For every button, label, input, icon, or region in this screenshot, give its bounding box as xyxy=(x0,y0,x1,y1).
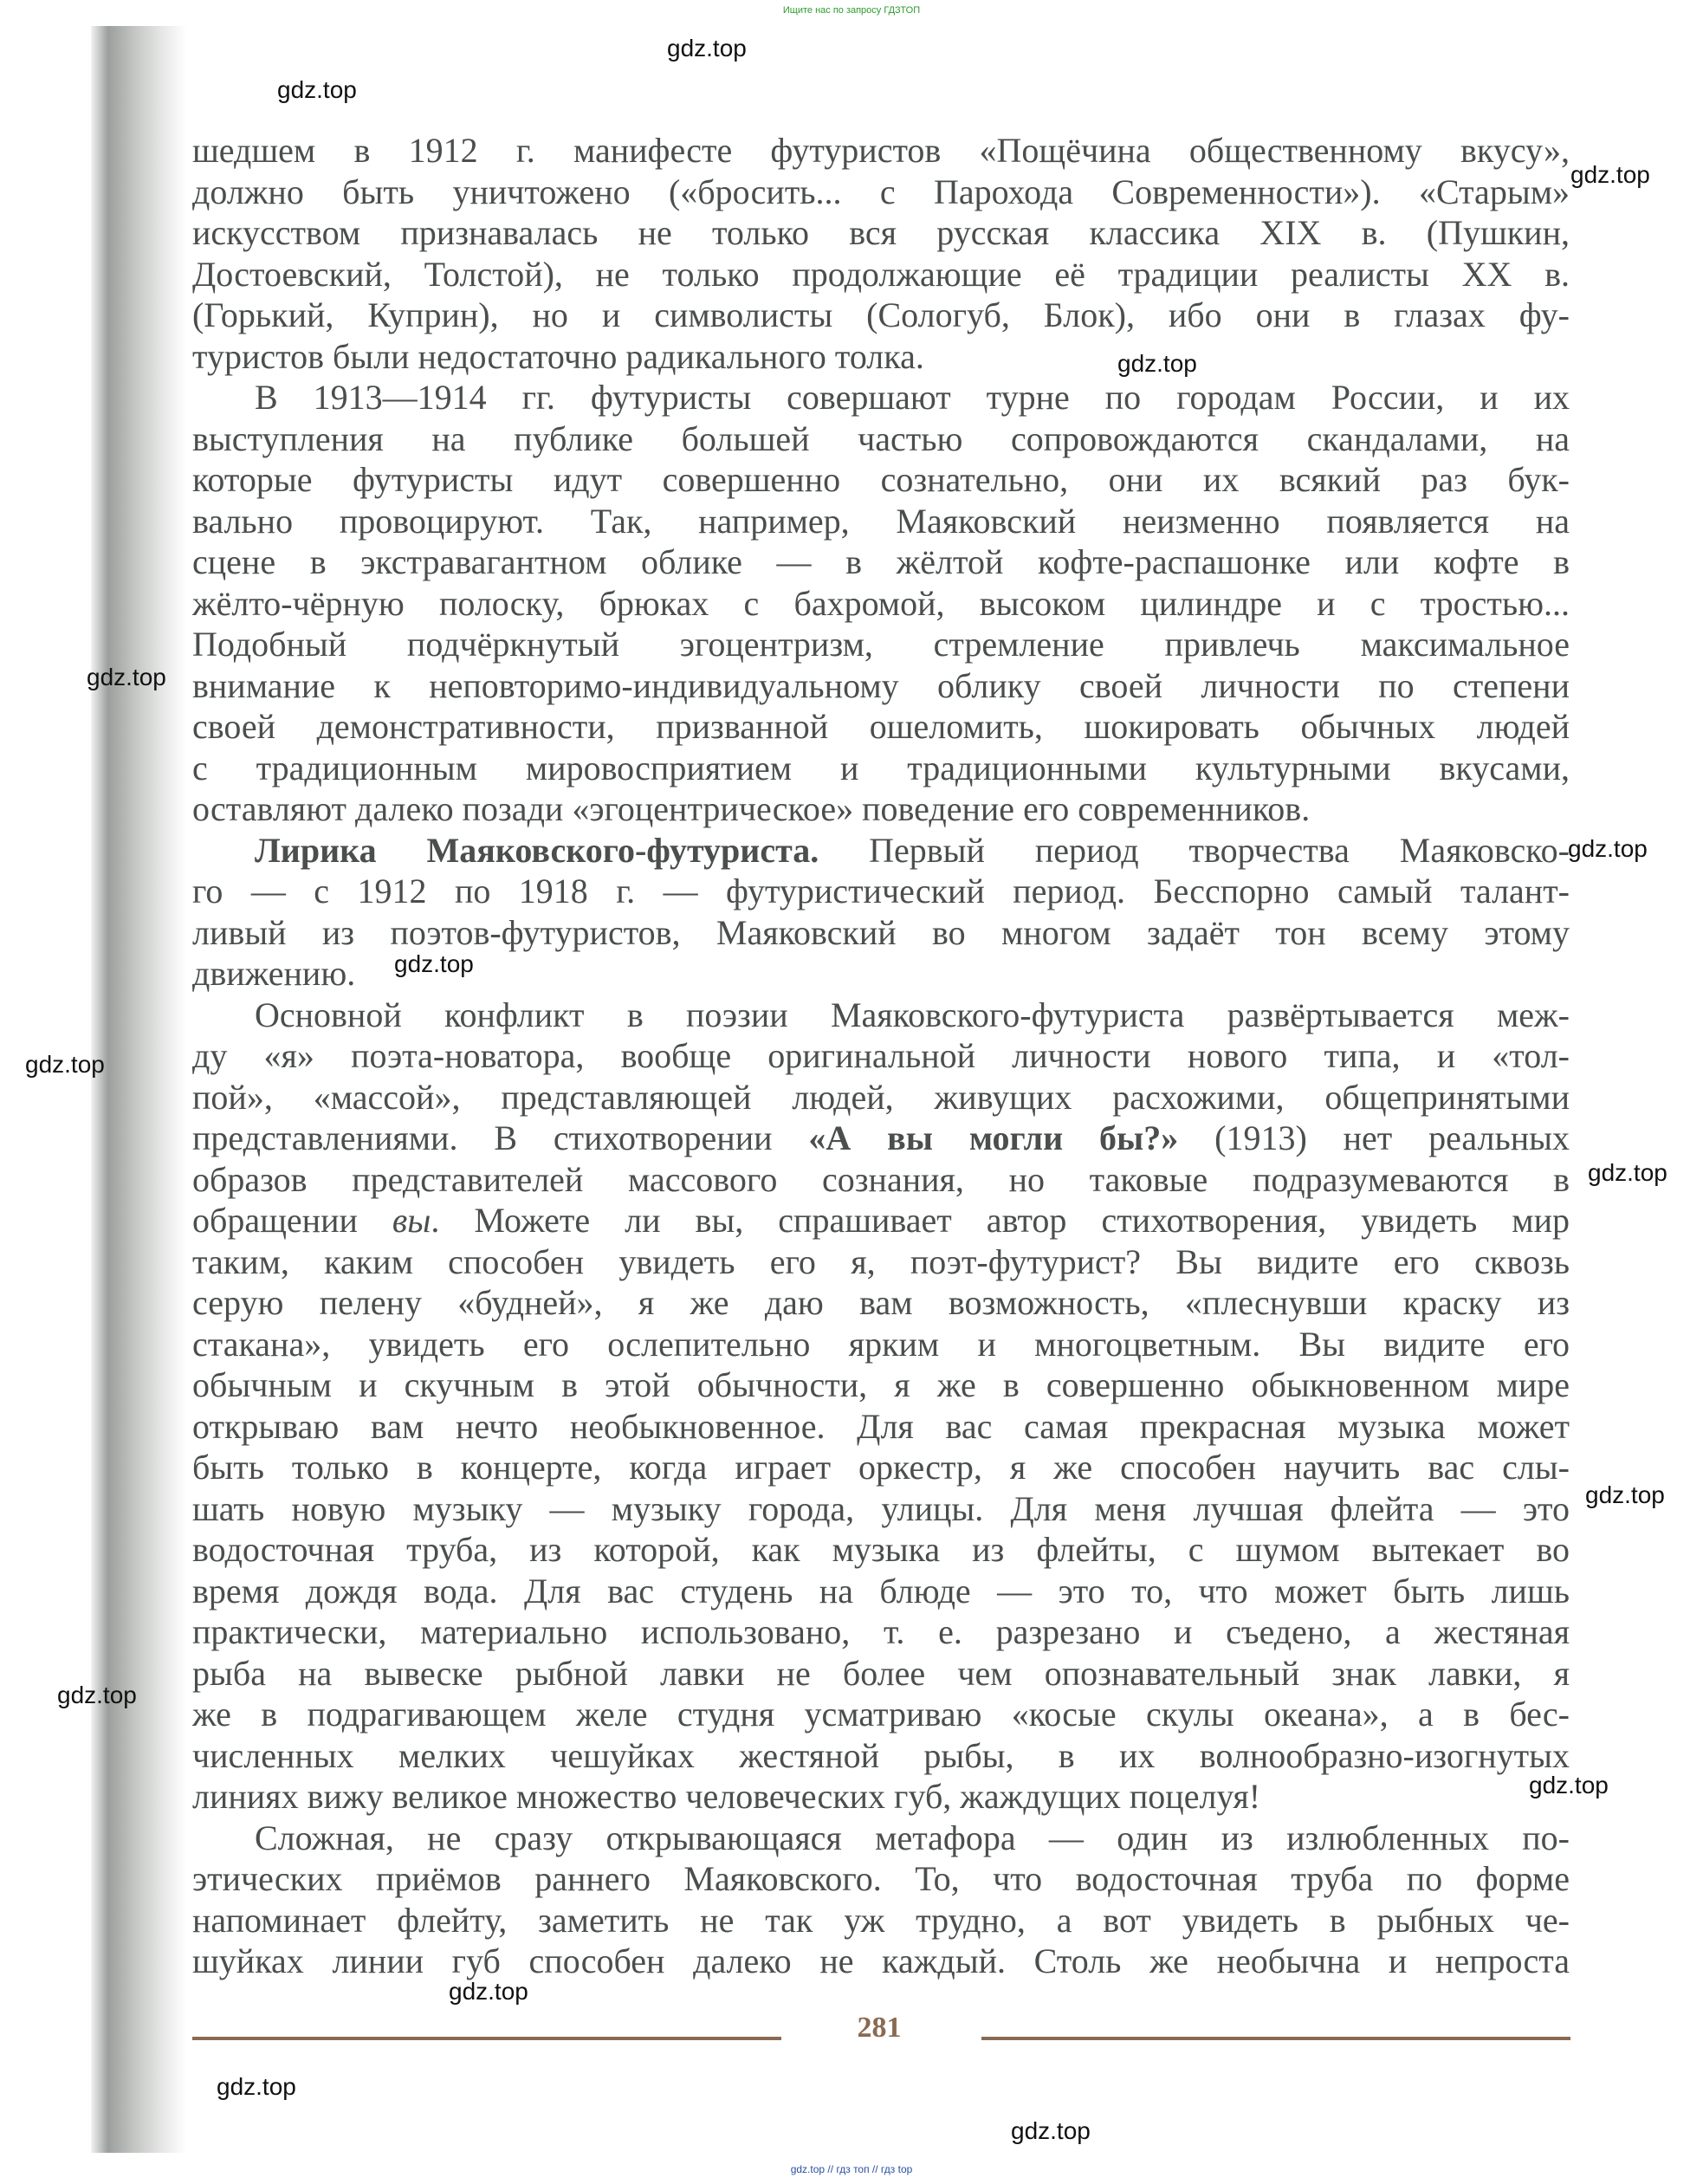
text-line: Достоевский, Толстой), не только продолжающие её традиции реалисты XX в. xyxy=(192,254,1570,294)
watermark: gdz.top xyxy=(217,2073,296,2100)
text-line: стакана», увидеть его ослепительно ярким и многоцветным. Вы видите его xyxy=(192,1324,1570,1364)
bottom-banner: gdz.top // гдз топ // гдз top xyxy=(790,2163,913,2175)
section-heading: Лирика Маяковского-футуриста. xyxy=(255,830,819,870)
text-line: своей демонстративности, призванной ошеломить, шокировать обычных людей xyxy=(192,707,1570,746)
text-line: этических приёмов раннего Маяковского. То, что водосточная труба по форме xyxy=(192,1859,1570,1898)
page-number: 281 xyxy=(857,2012,902,2044)
watermark: gdz.top xyxy=(1529,1772,1609,1798)
footer-rule-right xyxy=(981,2037,1570,2040)
watermark: gdz.top xyxy=(57,1682,137,1708)
text-line: линиях вижу великое множество человеческих губ, жаждущих поцелуя! xyxy=(192,1777,1261,1816)
watermark: gdz.top xyxy=(1117,350,1197,377)
text-line: Лирика Маяковского-футуриста. Первый период творчества Маяковско- xyxy=(255,830,1570,870)
text-line: представлениями. В стихотворении «А вы могли бы?» (1913) нет реальных xyxy=(192,1118,1570,1157)
text-line: туристов были недостаточно радикального толка. xyxy=(192,336,924,376)
text-line: должно быть уничтожено («бросить... с Парохода Современности»). «Старым» xyxy=(192,172,1570,211)
watermark: gdz.top xyxy=(667,35,747,62)
text-line: же в подрагивающем желе студня усматриваю «косые скулы океана», а в бес- xyxy=(192,1695,1570,1734)
text-line: серую пелену «будней», я же даю вам возможность, «плеснувши краску из xyxy=(192,1283,1570,1322)
text-line: с традиционным мировосприятием и традиционными культурными вкусами, xyxy=(192,748,1570,787)
text-line: вально провоцируют. Так, например, Маяковский неизменно появляется на xyxy=(192,501,1570,541)
text-line: таким, каким способен увидеть его я, поэт-футурист? Вы видите его сквозь xyxy=(192,1241,1570,1281)
text-line: выступления на публике большей частью сопровождаются скандалами, на xyxy=(192,418,1570,458)
emphasis: вы xyxy=(392,1201,431,1240)
text-line: движению. xyxy=(192,954,356,993)
text-line: водосточная труба, из которой, как музыка из флейты, с шумом вытекает во xyxy=(192,1530,1570,1569)
text-line: го — с 1912 по 1918 г. — футуристический период. Бесспорно самый талант- xyxy=(192,872,1570,911)
watermark: gdz.top xyxy=(277,76,357,103)
text-line: обычным и скучным в этой обычности, я же в совершенно обыкновенном мире xyxy=(192,1365,1570,1404)
text-line: сцене в экстравагантном облике — в жёлтой кофте-распашонке или кофте в xyxy=(192,542,1570,581)
text-line: которые футуристы идут совершенно сознательно, они их всякий раз бук- xyxy=(192,460,1570,499)
text-line: (Горький, Куприн), но и символисты (Сологуб, Блок), ибо они в глазах фу- xyxy=(192,295,1570,334)
watermark: gdz.top xyxy=(1588,1159,1667,1186)
watermark: gdz.top xyxy=(1585,1481,1665,1508)
text-line: практически, материально использовано, т. е. разрезано и съедено, а жестяная xyxy=(192,1612,1570,1651)
top-banner: Ищите нас по запросу ГДЗТОП xyxy=(782,5,921,16)
watermark: gdz.top xyxy=(1570,161,1650,188)
watermark: gdz.top xyxy=(1011,2117,1091,2144)
watermark: gdz.top xyxy=(394,950,474,977)
text-line: рыба на вывеске рыбной лавки не более чем опознавательный знак лавки, я xyxy=(192,1653,1570,1693)
text-line: жёлто-чёрную полоску, брюках с бахромой, высоком цилиндре и с тростью... xyxy=(192,583,1570,623)
text-line: шуйках линии губ способен далеко не каждый. Столь же необычна и непроста xyxy=(192,1941,1570,1980)
watermark: gdz.top xyxy=(1568,835,1648,862)
text-line: численных мелких чешуйках жестяной рыбы, в их волнообразно-изогнутых xyxy=(192,1735,1570,1775)
text-line: напоминает флейту, заметить не так уж трудно, а вот увидеть в рыбных че- xyxy=(192,1900,1570,1940)
text-line: время дождя вода. Для вас студень на блюде — это то, что может быть лишь xyxy=(192,1571,1570,1610)
text-line: быть только в концерте, когда играет оркестр, я же способен научить вас слы- xyxy=(192,1448,1570,1487)
text-line: обращении вы. Можете ли вы, спрашивает автор стихотворения, увидеть мир xyxy=(192,1201,1570,1240)
text-line: открываю вам нечто необыкновенное. Для вас самая прекрасная музыка может xyxy=(192,1406,1570,1446)
text-line: В 1913—1914 гг. футуристы совершают турне по городам России, и их xyxy=(255,378,1570,417)
watermark: gdz.top xyxy=(87,664,166,690)
text-line: ливый из поэтов-футуристов, Маяковский во многом задаёт тон всему этому xyxy=(192,912,1570,952)
text-line: шедшем в 1912 г. манифесте футуристов «Пощёчина общественному вкусу», xyxy=(192,131,1570,170)
text-line: Основной конфликт в поэзии Маяковского-футуриста развёртывается меж- xyxy=(255,995,1570,1034)
text-line: искусством признавалась не только вся русская классика XIX в. (Пушкин, xyxy=(192,213,1570,252)
text-line: образов представителей массового сознания, но таковые подразумеваются в xyxy=(192,1159,1570,1199)
text-line: шать новую музыку — музыку города, улицы. Для меня лучшая флейта — это xyxy=(192,1488,1570,1528)
text-line: ду «я» поэта-новатора, вообще оригинальной личности нового типа, и «тол- xyxy=(192,1036,1570,1075)
watermark: gdz.top xyxy=(449,1978,528,2005)
text-line: внимание к неповторимо-индивидуальному облику своей личности по степени xyxy=(192,665,1570,705)
page-binding-shadow xyxy=(91,26,186,2153)
text-line: Подобный подчёркнутый эгоцентризм, стремление привлечь максимальное xyxy=(192,625,1570,664)
footer-rule-left xyxy=(192,2037,781,2040)
poem-title: «А вы могли бы?» xyxy=(808,1118,1179,1157)
text-line: пой», «массой», представляющей людей, живущих расхожими, общепринятыми xyxy=(192,1077,1570,1117)
text-line: Сложная, не сразу открывающаяся метафора — один из излюбленных по- xyxy=(255,1818,1570,1857)
text-line: оставляют далеко позади «эгоцентрическое» поведение его современников. xyxy=(192,789,1311,828)
watermark: gdz.top xyxy=(25,1051,105,1078)
body-text xyxy=(192,130,1570,1982)
